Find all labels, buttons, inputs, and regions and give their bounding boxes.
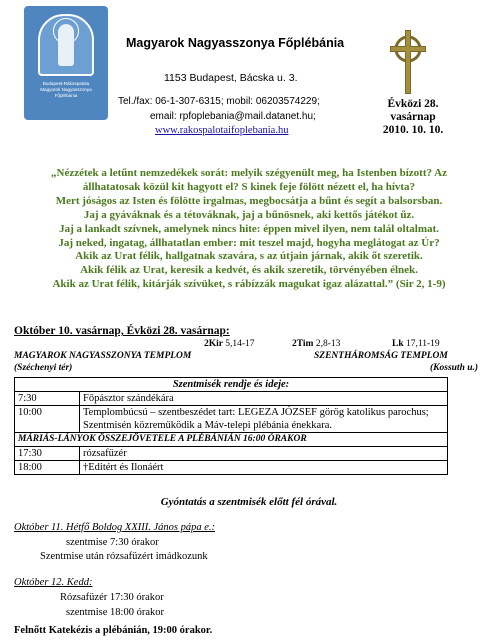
mass-time: 7:30 (15, 392, 80, 406)
reading-ref: 5,14-17 (225, 339, 255, 349)
quote-reference: (Sir 2, 1-9) (395, 278, 446, 291)
mass-intention: †Editért és Ilonáért (80, 461, 448, 475)
day-line: Szentmise után rózsafüzért imádkozunk (40, 551, 208, 562)
reading-book: 2Kir (204, 339, 223, 349)
table-subheading: MÁRIÁS-LÁNYOK ÖSSZEJÖVETELE A PLÉBÁNIÁN 16:00 ÓRAKOR (15, 433, 448, 447)
reading-book: Lk (392, 339, 404, 349)
table-heading: Szentmisék rendje és ideje: (15, 378, 448, 392)
reading-book: 2Tim (292, 339, 314, 349)
quote-line-last (14, 278, 484, 292)
church-right-name: SZENTHÁROMSÁG TEMPLOM (314, 351, 448, 361)
quote-line: Mert jóságos az Isten és fölötte irgalmas, megbocsátja a bűnt és segít a balsorsban. (55, 194, 443, 207)
day-heading: Október 12. Kedd: (14, 577, 93, 588)
celtic-cross-icon (386, 28, 430, 96)
quote-line: Akik az Urat félik, hallgatnak szavára, s az útjain járnak, akik őt szeretik. (75, 250, 423, 263)
quote-line: Jaj a gyáváknak és a tétováknak, jaj a bűnösnek, aki kettős játékot űz. (83, 208, 415, 221)
church-left-name: MAGYAROK NAGYASSZONYA TEMPLOM (14, 351, 192, 361)
reading-ref: 17,11-19 (406, 339, 440, 349)
mass-intention: Templombúcsú – szentbeszédet tart: LEGEZA JÓZSEF görög katolikus parochus; Szentmisén közreműködik a Máv-telepi plébánia énekkara. (80, 406, 448, 433)
confession-notice: Gyóntatás a szentmisék előtt fél órával. (160, 496, 338, 508)
quote-line: Akik félik az Urat, keresik a kedvét, és akik szeretik, törvényében élnek. (80, 264, 418, 277)
mass-time: 10:00 (15, 406, 80, 433)
adult-catechesis: Felnőtt Katekézis a plébánián, 19:00 órakor. (14, 625, 213, 636)
quote-line: Jaj a lankadt szívnek, amelynek nincs hite: éppen mivel ilyen, nem talál oltalmat. (59, 222, 439, 235)
day-heading: Október 11. Hétfő Boldog XXIII. János pápa e.: (14, 522, 216, 533)
sunday-title: Évközi 28. vasárnap 2010. 10. 10. (382, 98, 444, 136)
day-line: Rózsafüzér 17:30 órakor (60, 592, 164, 603)
table-heading-row (15, 378, 448, 392)
logo-text-3: Főplébánia (54, 93, 78, 98)
mass-schedule-table (14, 377, 448, 475)
mass-time: 18:00 (15, 461, 80, 475)
parish-address: 1153 Budapest, Bácska u. 3. (164, 72, 298, 84)
table-row (15, 392, 448, 406)
parish-phone: Tel./fax: 06-1-307-6315; mobil: 06203574229; (118, 96, 320, 107)
mass-intention: rózsafüzér (80, 447, 448, 461)
quote-line: Akik az Urat félik, kitárják szívüket, s rábízzák magukat igaz alázattal.” (52, 278, 394, 291)
parish-logo (24, 6, 108, 120)
logo-text-2: Magyarok Nagyasszonya (40, 87, 92, 92)
reading-1 (204, 339, 255, 349)
date-heading: Október 10. vasárnap, Évközi 28. vasárnap: (14, 325, 230, 337)
parish-email: email: rpfoplebania@mail.datanet.hu; (150, 111, 316, 122)
table-row (15, 447, 448, 461)
quote-line: Jaj neked, ingatag, állhatatlan ember: mit teszel majd, hogyha meglátogat az Úr? (58, 236, 440, 249)
logo-text-1: Budapest-Rákospalota (42, 81, 90, 86)
reading-3 (392, 339, 440, 349)
table-row (15, 406, 448, 433)
madonna-figure-icon (38, 14, 94, 76)
mass-intention: Főpásztor szándékára (80, 392, 448, 406)
scripture-quote (14, 167, 484, 292)
day-line: szentmise 18:00 órakor (66, 607, 164, 618)
table-row (15, 461, 448, 475)
quote-line: „Nézzétek a letűnt nemzedékek sorát: melyik szégyenült meg, ha Istenben bízott? Az (51, 167, 447, 179)
table-subheading-row (15, 433, 448, 447)
reading-ref: 2,8-13 (315, 339, 341, 349)
church-left-location: (Széchenyi tér) (14, 363, 73, 373)
church-right-location: (Kossuth u.) (430, 363, 479, 373)
mass-time: 17:30 (15, 447, 80, 461)
parish-website-link[interactable]: www.rakospalotaifoplebania.hu (155, 125, 289, 136)
day-line: szentmise 7:30 órakor (66, 537, 159, 548)
quote-line: állhatatosak közül kit hagyott el? S kinek feje fölött nézett el, ha hívta? (82, 180, 416, 193)
reading-2 (292, 339, 340, 349)
parish-title: Magyarok Nagyasszonya Főplébánia (126, 36, 345, 50)
